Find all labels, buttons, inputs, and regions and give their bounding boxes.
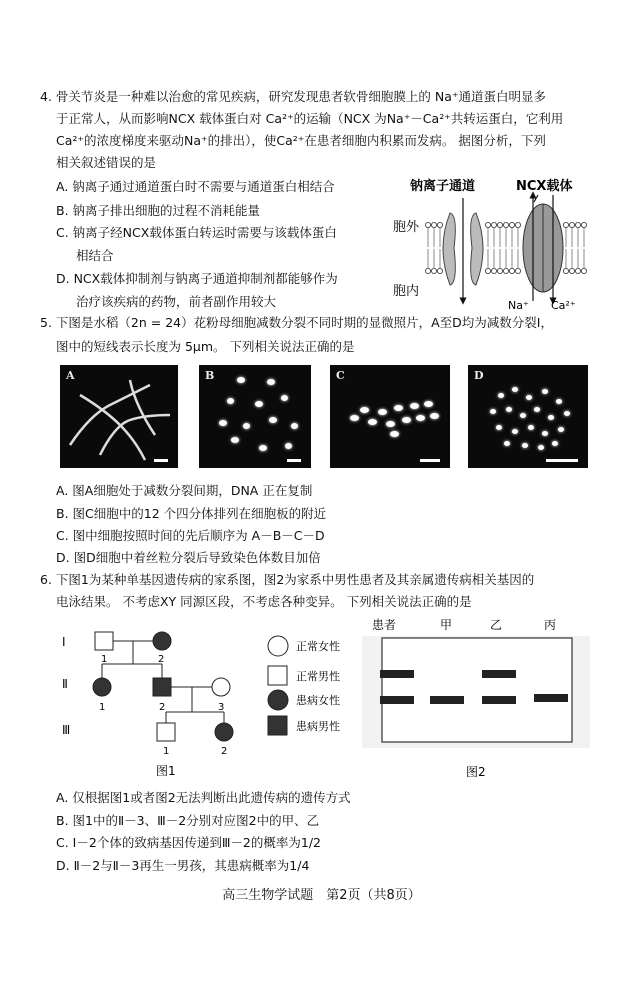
q5-option-a: A. 图A细胞处于减数分裂间期，DNA 正在复制 bbox=[56, 483, 313, 498]
lipid-head bbox=[569, 268, 574, 273]
q6-option-c: C. Ⅰ－2个体的致病基因传递到Ⅲ－2的概率为1/2 bbox=[56, 835, 322, 850]
i1-normal-male bbox=[95, 632, 113, 650]
lipid-head bbox=[425, 268, 430, 273]
micrograph-c bbox=[330, 365, 450, 468]
pedigree-figure bbox=[56, 620, 376, 780]
lipid-head bbox=[509, 268, 514, 273]
iii2-affected-female bbox=[215, 723, 233, 741]
q4-stem-line-1: 4. 骨关节炎是一种难以治愈的常见疾病，研究发现患者软骨细胞膜上的 Na⁺通道蛋白明显多 bbox=[40, 89, 546, 104]
legend-normal-female: 正常女性 bbox=[296, 640, 340, 653]
ii1-affected-female bbox=[93, 678, 111, 696]
band-yi-lower bbox=[482, 696, 516, 704]
lipid-head bbox=[425, 222, 430, 227]
q4-stem-line-2: 于正常人，从而影响NCX 载体蛋白对 Ca²⁺的运输（NCX 为Na⁺－Ca²⁺共转运蛋白，它利用 bbox=[56, 111, 564, 126]
svg-text:2: 2 bbox=[159, 702, 166, 713]
lipid-head bbox=[581, 268, 586, 273]
svg-text:1: 1 bbox=[101, 654, 108, 665]
inside-label: 胞内 bbox=[393, 284, 420, 299]
lipid-head bbox=[431, 222, 436, 227]
fig2-caption: 图2 bbox=[466, 765, 486, 779]
lipid-head bbox=[431, 268, 436, 273]
q4-option-d-cont: 治疗该疾病的药物，前者副作用较大 bbox=[76, 294, 277, 309]
band-jia-lower bbox=[430, 696, 464, 704]
q6-option-d: D. Ⅱ－2与Ⅱ－3再生一男孩，其患病概率为1/4 bbox=[56, 858, 310, 873]
q5-stem-line-2: 图中的短线表示长度为 5μm。 下列相关说法正确的是 bbox=[56, 339, 355, 354]
lane-bing: 丙 bbox=[544, 618, 557, 632]
lipid-head bbox=[485, 268, 490, 273]
micrograph-d-label: D bbox=[474, 369, 484, 382]
lipid-head bbox=[497, 222, 502, 227]
lipid-head bbox=[437, 268, 442, 273]
micrograph-c-label: C bbox=[336, 369, 345, 382]
lipid-head bbox=[575, 268, 580, 273]
lipid-head bbox=[509, 222, 514, 227]
channel-protein-right bbox=[471, 213, 483, 285]
q5-option-d: D. 图D细胞中着丝粒分裂后导致染色体数目加倍 bbox=[56, 550, 321, 565]
legend-affected-female: 患病女性 bbox=[296, 694, 340, 707]
lipid-head bbox=[563, 222, 568, 227]
q5-option-c: C. 图中细胞按照时间的先后顺序为 A－B－C－D bbox=[56, 528, 325, 543]
q4-option-c: C. 钠离子经NCX载体蛋白转运时需要与该载体蛋白 bbox=[56, 225, 337, 240]
lipid-head bbox=[497, 268, 502, 273]
ii2-affected-male bbox=[153, 678, 171, 696]
channel-protein-left bbox=[443, 213, 455, 285]
carrier-label: NCX载体 bbox=[516, 179, 573, 194]
iii1-normal-male bbox=[157, 723, 175, 741]
micrograph-b bbox=[199, 365, 311, 468]
legend-normal-male: 正常男性 bbox=[296, 670, 340, 683]
band-patient-lower bbox=[380, 696, 414, 704]
band-bing-lower bbox=[534, 694, 568, 702]
svg-text:3: 3 bbox=[218, 702, 225, 713]
lipid-head bbox=[491, 222, 496, 227]
outside-label: 胞外 bbox=[393, 220, 420, 235]
q6-option-b: B. 图1中的Ⅱ－3、Ⅲ－2分别对应图2中的甲、乙 bbox=[56, 813, 320, 828]
svg-text:1: 1 bbox=[99, 702, 106, 713]
lipid-head bbox=[569, 222, 574, 227]
lipid-head bbox=[503, 222, 508, 227]
gel-frame bbox=[382, 638, 572, 742]
q4-option-a: A. 钠离子通过通道蛋白时不需要与通道蛋白相结合 bbox=[56, 179, 335, 194]
lipid-head bbox=[515, 222, 520, 227]
q4-option-b: B. 钠离子排出细胞的过程不消耗能量 bbox=[56, 203, 261, 218]
page-footer: 高三生物学试题 第2页（共8页） bbox=[222, 888, 421, 903]
micrograph-a-label: A bbox=[66, 369, 75, 382]
ii3-normal-female bbox=[212, 678, 230, 696]
gen-1-label: Ⅰ bbox=[62, 635, 66, 649]
band-yi-upper bbox=[482, 670, 516, 678]
electrophoresis-figure bbox=[362, 614, 590, 780]
lane-jia: 甲 bbox=[440, 618, 453, 632]
q5-option-b: B. 图C细胞中的12 个四分体排列在细胞板的附近 bbox=[56, 506, 327, 521]
q4-stem-line-3: Ca²⁺的浓度梯度来驱动Na⁺的排出），使Ca²⁺在患者细胞内积累而发病。 据图分析，下列 bbox=[56, 133, 546, 148]
gen-2-label: Ⅱ bbox=[62, 677, 68, 691]
lipid-head bbox=[575, 222, 580, 227]
micrograph-a bbox=[60, 365, 178, 468]
gen-3-label: Ⅲ bbox=[62, 723, 71, 737]
lane-patient: 患者 bbox=[372, 618, 397, 632]
lipid-head bbox=[485, 222, 490, 227]
ca-label: Ca²⁺ bbox=[551, 299, 576, 312]
q4-option-d: D. NCX载体抑制剂与钠离子通道抑制剂都能够作为 bbox=[56, 271, 338, 286]
lipid-head bbox=[437, 222, 442, 227]
membrane-transport-figure bbox=[388, 173, 588, 313]
lipid-head bbox=[503, 268, 508, 273]
micrograph-d bbox=[468, 365, 588, 468]
svg-text:1: 1 bbox=[163, 746, 170, 757]
fig1-caption: 图1 bbox=[156, 764, 176, 778]
q6-stem-line-2: 电泳结果。 不考虑XY 同源区段，不考虑各种变异。 下列相关说法正确的是 bbox=[56, 594, 472, 609]
band-patient-upper bbox=[380, 670, 414, 678]
svg-text:2: 2 bbox=[221, 746, 228, 757]
svg-text:2: 2 bbox=[158, 654, 165, 665]
legend-affected-male: 患病男性 bbox=[296, 720, 340, 733]
lane-yi: 乙 bbox=[490, 618, 503, 632]
i2-affected-female bbox=[153, 632, 171, 650]
micrograph-b-label: B bbox=[205, 369, 215, 382]
channel-label: 钠离子通道 bbox=[410, 179, 476, 194]
q5-stem-line-1: 5. 下图是水稻（2n = 24）花粉母细胞减数分裂不同时期的显微照片，A至D均为减数分裂Ⅰ， bbox=[40, 315, 553, 330]
lipid-head bbox=[563, 268, 568, 273]
lipid-head bbox=[515, 268, 520, 273]
q4-stem-line-4: 相关叙述错误的是 bbox=[56, 155, 157, 170]
q4-option-c-cont: 相结合 bbox=[76, 248, 114, 263]
lipid-head bbox=[491, 268, 496, 273]
lipid-head bbox=[581, 222, 586, 227]
na-label: Na⁺ bbox=[508, 299, 529, 312]
q6-option-a: A. 仅根据图1或者图2无法判断出此遗传病的遗传方式 bbox=[56, 790, 351, 805]
q6-stem-line-1: 6. 下图1为某种单基因遗传病的家系图，图2为家系中男性患者及其亲属遗传病相关基因的 bbox=[40, 572, 535, 587]
